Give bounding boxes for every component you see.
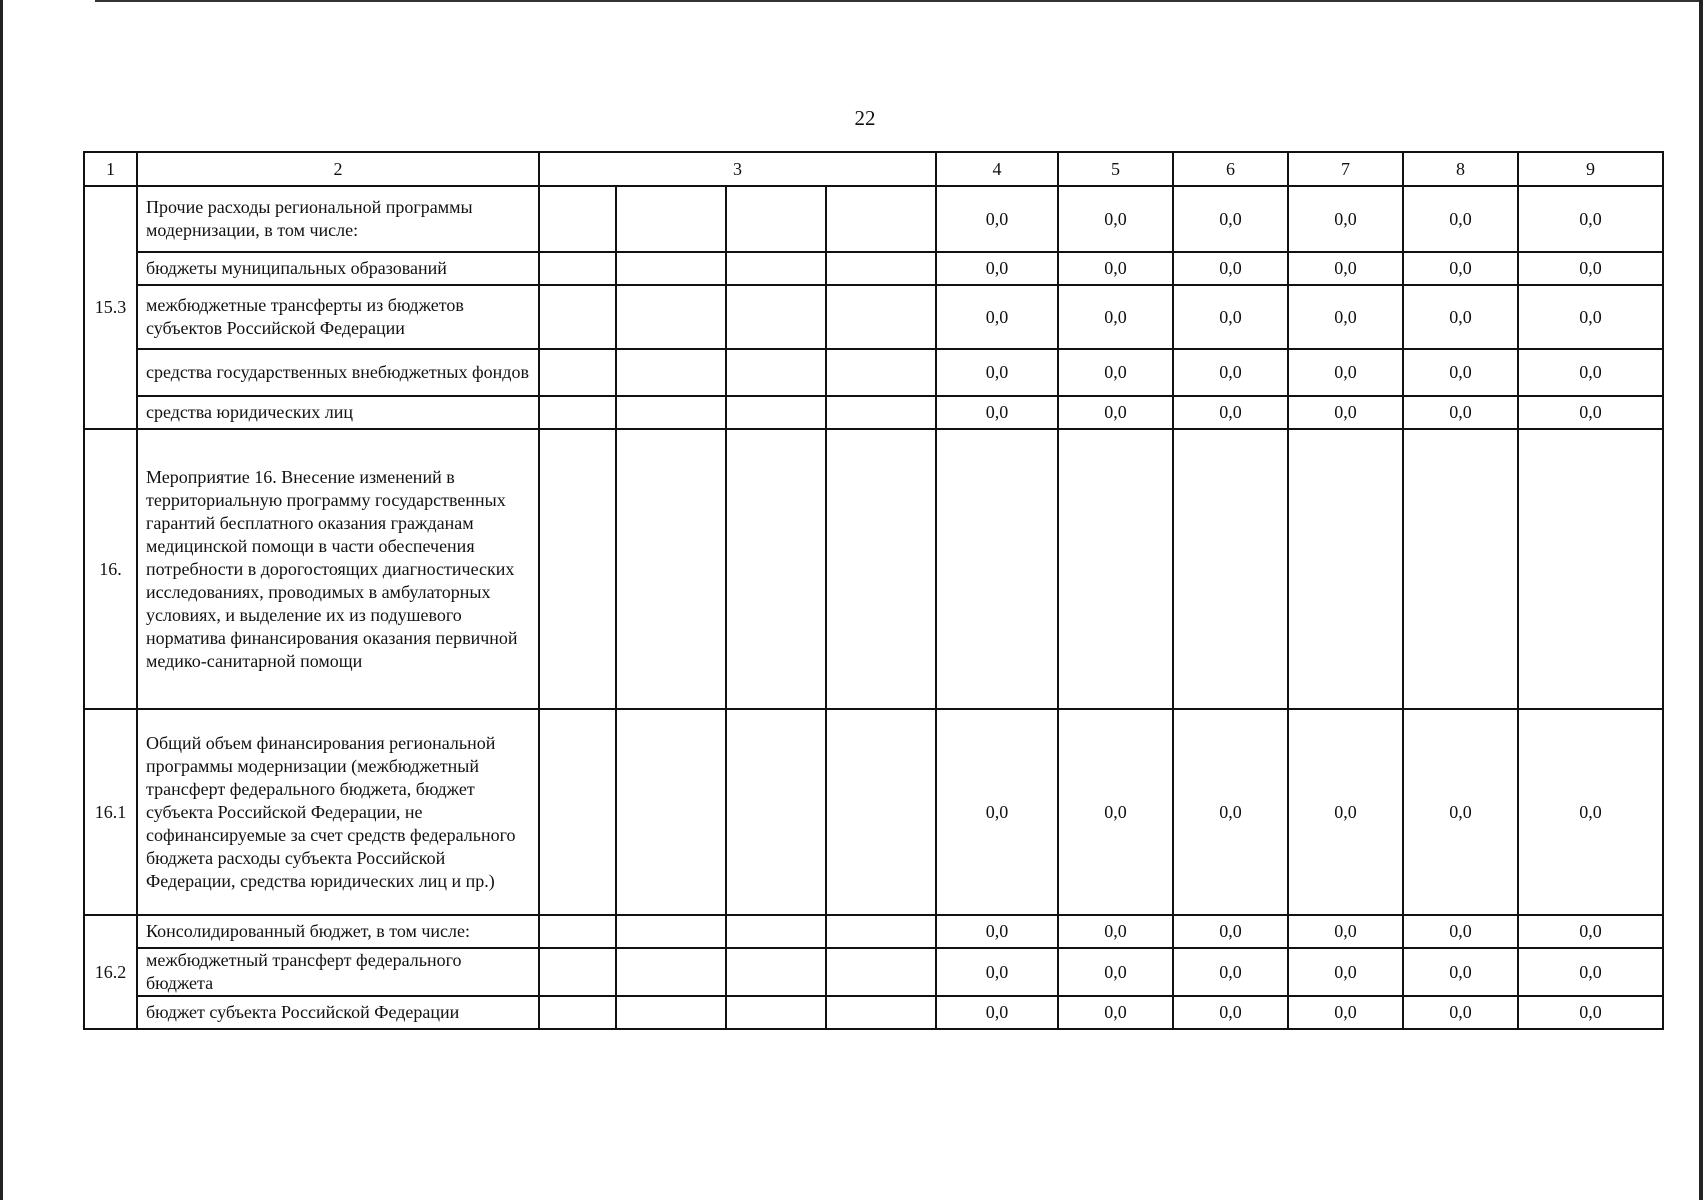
scan-edge-right [1699, 0, 1703, 1200]
value-cell: 0,0 [1058, 396, 1173, 429]
row-label: межбюджетный трансферт федерального бюджета [137, 948, 539, 996]
blank-cell [726, 252, 826, 285]
row-label: Общий объем финансирования региональной программы модернизации (межбюджетный трансферт федерального бюджета, бюджет субъекта Российской Федерации, не софинансируемые за счет средств федерального бюджета расходы субъекта Российской Федерации, средства юридических лиц и пр.) [137, 709, 539, 915]
blank-cell [826, 948, 936, 996]
table-row [84, 996, 1663, 1029]
blank-cell [539, 349, 616, 396]
value-cell: 0,0 [1403, 186, 1518, 252]
value-cell: 0,0 [1058, 915, 1173, 948]
value-cell: 0,0 [1288, 285, 1403, 349]
blank-cell [726, 996, 826, 1029]
value-cell: 0,0 [1518, 396, 1663, 429]
blank-cell [726, 915, 826, 948]
value-cell: 0,0 [936, 709, 1058, 915]
blank-cell [616, 186, 726, 252]
row-label: Консолидированный бюджет, в том числе: [137, 915, 539, 948]
value-cell: 0,0 [1058, 285, 1173, 349]
blank-cell [539, 429, 616, 709]
table-row [84, 252, 1663, 285]
header-cell: 8 [1403, 152, 1518, 186]
value-cell: 0,0 [1403, 709, 1518, 915]
row-number: 16.2 [84, 915, 137, 1029]
value-cell: 0,0 [1173, 252, 1288, 285]
value-cell: 0,0 [1403, 915, 1518, 948]
row-label: бюджет субъекта Российской Федерации [137, 996, 539, 1029]
blank-cell [826, 709, 936, 915]
value-cell: 0,0 [1288, 948, 1403, 996]
blank-cell [539, 285, 616, 349]
blank-cell [616, 349, 726, 396]
value-cell: 0,0 [936, 186, 1058, 252]
blank-cell [1403, 429, 1518, 709]
value-cell: 0,0 [1288, 349, 1403, 396]
value-cell: 0,0 [1173, 186, 1288, 252]
blank-cell [539, 996, 616, 1029]
blank-cell [726, 396, 826, 429]
value-cell: 0,0 [1173, 996, 1288, 1029]
value-cell: 0,0 [1518, 948, 1663, 996]
blank-cell [616, 915, 726, 948]
blank-cell [826, 349, 936, 396]
table-row [84, 429, 1663, 709]
blank-cell [726, 285, 826, 349]
value-cell: 0,0 [1518, 285, 1663, 349]
header-cell: 6 [1173, 152, 1288, 186]
value-cell: 0,0 [1288, 186, 1403, 252]
value-cell: 0,0 [1403, 349, 1518, 396]
row-label: межбюджетные трансферты из бюджетов субъектов Российской Федерации [137, 285, 539, 349]
value-cell: 0,0 [1518, 915, 1663, 948]
value-cell: 0,0 [936, 349, 1058, 396]
row-number: 15.3 [84, 186, 137, 429]
header-cell: 2 [137, 152, 539, 186]
blank-cell [539, 186, 616, 252]
header-row [84, 152, 1663, 186]
row-label: средства юридических лиц [137, 396, 539, 429]
value-cell: 0,0 [936, 948, 1058, 996]
header-cell: 9 [1518, 152, 1663, 186]
value-cell: 0,0 [936, 285, 1058, 349]
value-cell: 0,0 [1173, 709, 1288, 915]
blank-cell [1058, 429, 1173, 709]
value-cell: 0,0 [1173, 349, 1288, 396]
blank-cell [616, 285, 726, 349]
blank-cell [826, 396, 936, 429]
blank-cell [826, 915, 936, 948]
budget-table [83, 151, 1664, 1030]
value-cell: 0,0 [1288, 915, 1403, 948]
blank-cell [539, 915, 616, 948]
row-label: средства государственных внебюджетных фондов [137, 349, 539, 396]
blank-cell [1288, 429, 1403, 709]
row-label: бюджеты муниципальных образований [137, 252, 539, 285]
value-cell: 0,0 [1403, 285, 1518, 349]
header-cell: 5 [1058, 152, 1173, 186]
value-cell: 0,0 [1288, 252, 1403, 285]
value-cell: 0,0 [1518, 996, 1663, 1029]
blank-cell [826, 429, 936, 709]
blank-cell [616, 252, 726, 285]
header-cell: 7 [1288, 152, 1403, 186]
blank-cell [826, 252, 936, 285]
blank-cell [726, 186, 826, 252]
value-cell: 0,0 [936, 996, 1058, 1029]
row-number: 16.1 [84, 709, 137, 915]
value-cell: 0,0 [1403, 396, 1518, 429]
header-cell: 4 [936, 152, 1058, 186]
blank-cell [539, 396, 616, 429]
blank-cell [726, 948, 826, 996]
header-cell: 1 [84, 152, 137, 186]
header-cell: 3 [539, 152, 936, 186]
value-cell: 0,0 [1518, 349, 1663, 396]
value-cell: 0,0 [1518, 709, 1663, 915]
blank-cell [616, 709, 726, 915]
blank-cell [539, 709, 616, 915]
value-cell: 0,0 [936, 915, 1058, 948]
value-cell: 0,0 [1058, 252, 1173, 285]
table-row [84, 396, 1663, 429]
value-cell: 0,0 [1173, 396, 1288, 429]
value-cell: 0,0 [1058, 349, 1173, 396]
scan-edge-top [95, 0, 1703, 2]
value-cell: 0,0 [1288, 709, 1403, 915]
blank-cell [616, 396, 726, 429]
value-cell: 0,0 [1403, 948, 1518, 996]
page-number: 22 [854, 106, 876, 130]
row-label: Прочие расходы региональной программы модернизации, в том числе: [137, 186, 539, 252]
value-cell: 0,0 [1403, 996, 1518, 1029]
scan-edge-left [0, 0, 3, 1200]
blank-cell [826, 996, 936, 1029]
blank-cell [539, 252, 616, 285]
table-row [84, 948, 1663, 996]
blank-cell [616, 996, 726, 1029]
blank-cell [616, 948, 726, 996]
row-number: 16. [84, 429, 137, 709]
value-cell: 0,0 [1173, 948, 1288, 996]
table-row [84, 349, 1663, 396]
blank-cell [726, 349, 826, 396]
value-cell: 0,0 [1403, 252, 1518, 285]
table-row [84, 285, 1663, 349]
value-cell: 0,0 [1518, 186, 1663, 252]
blank-cell [539, 948, 616, 996]
table-row [84, 709, 1663, 915]
value-cell: 0,0 [1518, 252, 1663, 285]
table-row [84, 186, 1663, 252]
blank-cell [936, 429, 1058, 709]
value-cell: 0,0 [1058, 186, 1173, 252]
blank-cell [726, 429, 826, 709]
value-cell: 0,0 [936, 252, 1058, 285]
value-cell: 0,0 [1058, 948, 1173, 996]
blank-cell [1518, 429, 1663, 709]
value-cell: 0,0 [1058, 709, 1173, 915]
value-cell: 0,0 [1288, 996, 1403, 1029]
value-cell: 0,0 [1173, 285, 1288, 349]
table-row [84, 915, 1663, 948]
blank-cell [726, 709, 826, 915]
blank-cell [826, 186, 936, 252]
value-cell: 0,0 [1058, 996, 1173, 1029]
blank-cell [616, 429, 726, 709]
value-cell: 0,0 [1288, 396, 1403, 429]
row-label: Мероприятие 16. Внесение изменений в территориальную программу государственных гарантий бесплатного оказания гражданам медицинской помощи в части обеспечения потребности в дорогостоящих диагностических исследованиях, проводимых в амбулаторных условиях, и выделение их из подушевого норматива финансирования оказания первичной медико-санитарной помощи [137, 429, 539, 709]
value-cell: 0,0 [936, 396, 1058, 429]
blank-cell [1173, 429, 1288, 709]
blank-cell [826, 285, 936, 349]
value-cell: 0,0 [1173, 915, 1288, 948]
